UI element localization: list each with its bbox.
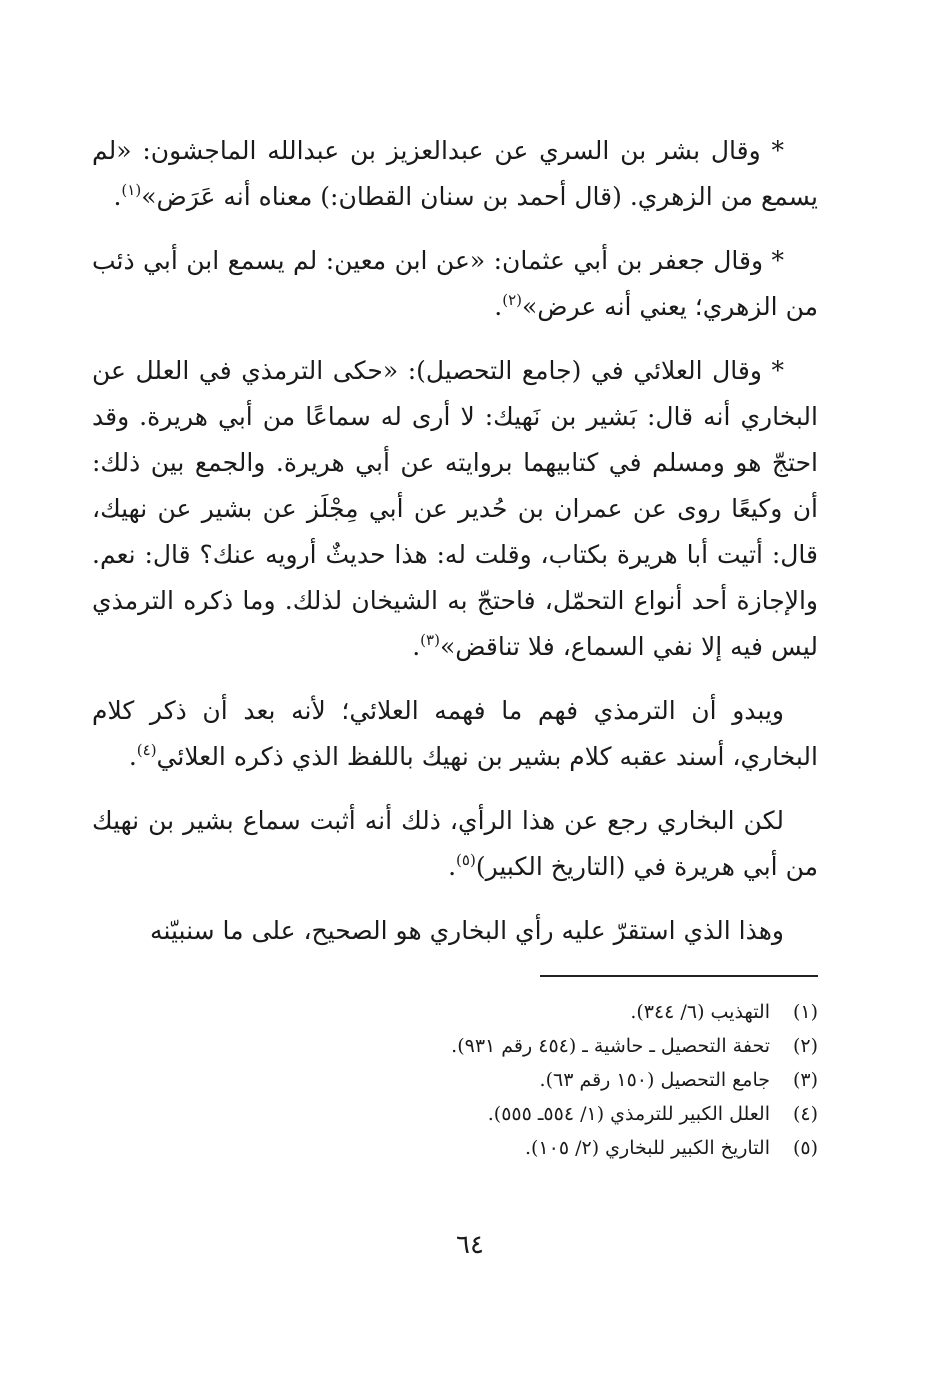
- footnote-number: (٣): [792, 1069, 818, 1091]
- paragraph-tirmidhi: ويبدو أن الترمذي فهم ما فهمه العلائي؛ لأنه بعد أن ذكر كلام البخاري، أسند عقبه كلام بشير بن نهيك باللفظ الذي ذكره العلائي$^{(٤)}$.: [92, 696, 818, 771]
- footnote-text: العلل الكبير للترمذي (١/ ٥٥٤ـ ٥٥٥).: [487, 1103, 770, 1125]
- footnotes-list: [218, 995, 818, 1165]
- main-text: [92, 128, 818, 972]
- footnote-item: [218, 995, 818, 1029]
- footnote-number: (٥): [792, 1137, 818, 1159]
- footnote-item: [218, 1131, 818, 1165]
- footnote-ref: (٤): [136, 741, 157, 759]
- footnote-number: (٢): [792, 1035, 818, 1057]
- paragraph-conclusion: وهذا الذي استقرّ عليه رأي البخاري هو الصحيح، على ما سنبيّنه: [150, 916, 784, 945]
- footnote-item: [218, 1029, 818, 1063]
- footnote-text: التاريخ الكبير للبخاري (٢/ ١٠٥).: [524, 1137, 770, 1159]
- page-number: ٦٤: [456, 1230, 484, 1260]
- paragraph-alai: * وقال العلائي في (جامع التحصيل): «حكى الترمذي في العلل عن البخاري أنه قال: بَشير بن نَهيك: لا أرى له سماعًا من أبي هريرة. وقد احتجّ هو ومسلم في كتابيهما بروايته عن أبي هريرة. والجمع بين ذلك: أن وكيعًا روى عن عمران بن حُدير عن أبي مِجْلَز عن بشير عن نهيك، قال: أتيت أبا هريرة بكتاب، وقلت له: هذا حديثٌ أرويه عنك؟ قال: نعم. والإجازة أحد أنواع التحمّل، فاحتجّ به الشيخان لذلك. وما ذكره الترمذي ليس فيه إلا نفي السماع، فلا تناقض»$^{(٣)}$.: [92, 356, 818, 661]
- paragraph-bishr: * وقال بشر بن السري عن عبدالعزيز بن عبدالله الماجشون: «لم يسمع من الزهري. (قال أحمد بن سنان القطان:) معناه أنه عَرَض»$^{(١)}$.: [92, 136, 818, 211]
- footnote-text: جامع التحصيل (١٥٠ رقم ٦٣).: [539, 1069, 770, 1091]
- footnote-ref: (٢): [502, 291, 522, 309]
- footnote-item: [218, 1063, 818, 1097]
- footnote-number: (٤): [792, 1103, 818, 1125]
- footnote-item: [218, 1097, 818, 1131]
- footnote-ref: (٥): [456, 851, 476, 869]
- footnote-text: تحفة التحصيل ـ حاشية ـ (٤٥٤ رقم ٩٣١).: [451, 1035, 770, 1057]
- paragraph-jafar: * وقال جعفر بن أبي عثمان: «عن ابن معين: لم يسمع ابن أبي ذئب من الزهري؛ يعني أنه عرض»$^{(٢)}$.: [92, 246, 818, 321]
- footnote-text: التهذيب (٦/ ٣٤٤).: [630, 1001, 770, 1023]
- footnote-divider: [540, 975, 818, 977]
- footnote-ref: (٣): [420, 631, 440, 649]
- footnote-number: (١): [792, 1001, 818, 1023]
- paragraph-bukhari: لكن البخاري رجع عن هذا الرأي، ذلك أنه أثبت سماع بشير بن نهيك من أبي هريرة في (التاريخ الكبير)$^{(٥)}$.: [92, 806, 818, 881]
- footnote-ref: (١): [121, 181, 142, 199]
